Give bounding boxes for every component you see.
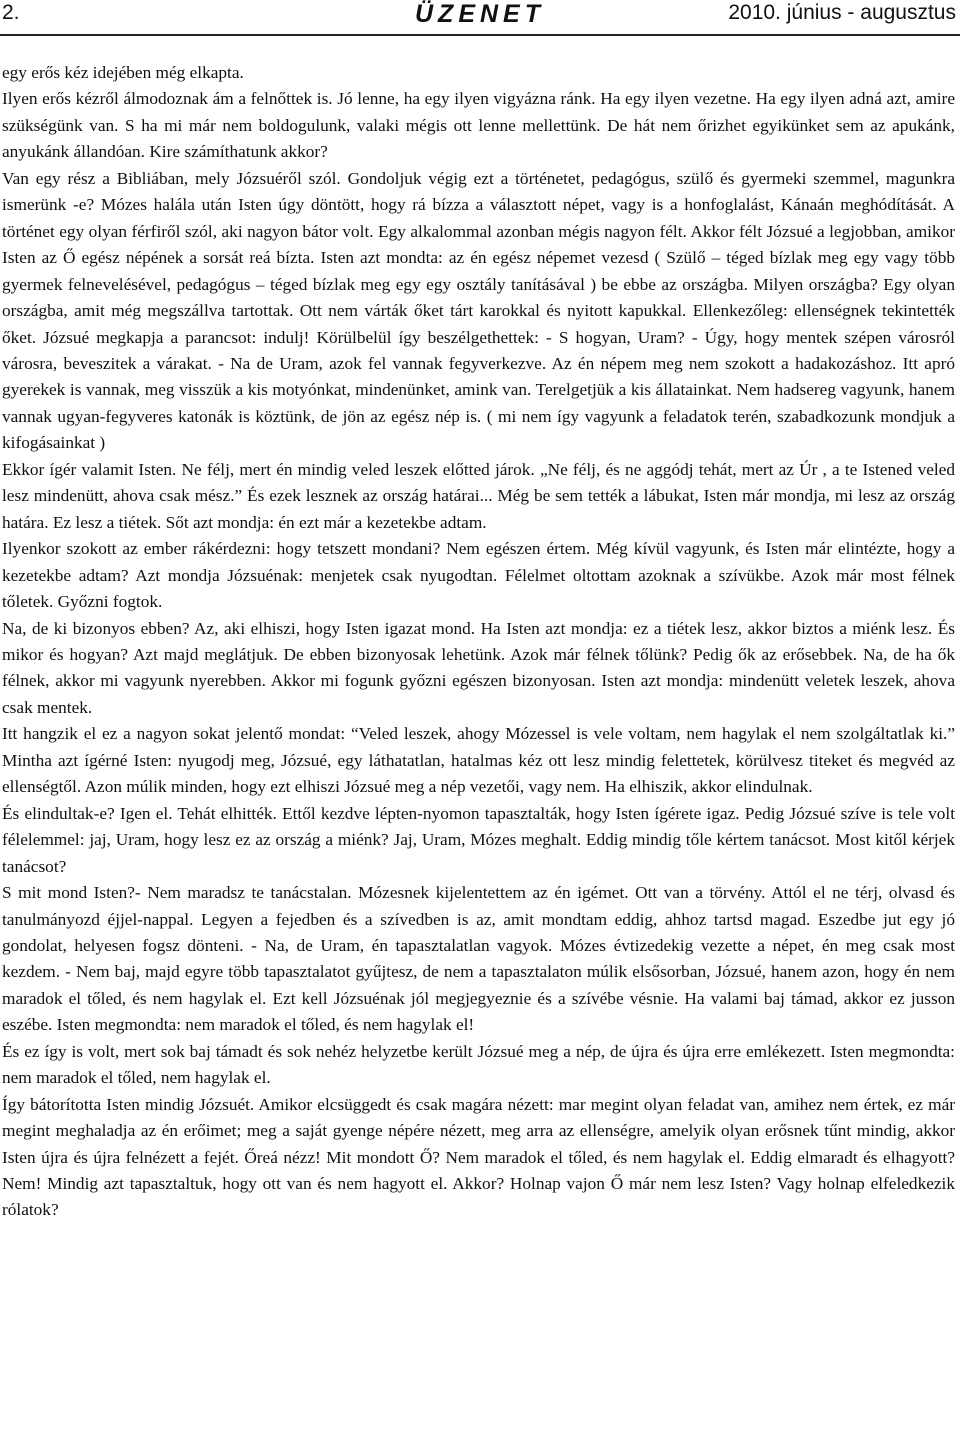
article-body (2, 60, 955, 1224)
paragraph: És ez így is volt, mert sok baj támadt és sok nehéz helyzetbe került Józsué meg a nép, de újra és újra erre emlékezett. Isten megmondta: nem maradok el tőled, nem hagylak el. (2, 1041, 955, 1088)
newsletter-title: ÜZENET (415, 0, 545, 28)
paragraph: egy erős kéz idejében még elkapta. (2, 63, 244, 82)
paragraph: És elindultak-e? Igen el. Tehát elhitték. Ettől kezdve lépten-nyomon tapasztalták, hogy Isten ígérete igaz. Pedig Józsué szíve is tele volt félelemmel: jaj, Uram, hogy lesz ez az ország a miénk? Jaj, Uram, Mózes meghalt. Eddig mindig tőle kértem tanácsot. Most kitől kérjek tanácsot? (2, 803, 955, 876)
paragraph: S mit mond Isten?- Nem maradsz te tanácstalan. Mózesnek kijelentettem az én igémet. Ott van a törvény. Attól el ne térj, olvasd és tanulmányozd éjjel-nappal. Legyen a fejedben és a szívedben is az, amit mondtam eddig, ahhoz tartsd magad. Eszedbe jut egy jó gondolat, helyesen fogsz dönteni. - Na, de Uram, én tapasztalatlan vagyok. Mózes évtizedekig vezette a népet, én meg csak most kezdem. - Nem baj, majd egyre több tapasztalatot gyűjtesz, de nem a tapasztalaton múlik elsősorban, Józsué, hanem azon, hogy én nem maradok el tőled, és nem hagylak el. Ezt kell Józsuénak jól megjegyeznie és a szívébe vésnie. Ha valami baj támad, akkor ez jusson eszébe. Isten megmondta: nem maradok el tőled, és nem hagylak el! (2, 883, 955, 1035)
paragraph: Na, de ki bizonyos ebben? Az, aki elhiszi, hogy Isten igazat mond. Ha Isten azt mondja: ez a tiétek lesz, akkor biztos a miénk lesz. És mikor és hogyan? Azt majd meglátjuk. De ebben bizonyosak lehetünk. Azok már félnek tőlünk? Pedig ők az erősebbek. Na, de ha ők félnek, akkor mi vagyunk nyerebben. Akkor mi fogunk győzni egészen bizonyosan. Isten azt mondja: mindenütt veletek leszek, ahova csak mentek. (2, 618, 955, 717)
paragraph: Ilyen erős kézről álmodoznak ám a felnőttek is. Jó lenne, ha egy ilyen vigyázna ránk. Ha egy ilyen vezetne. Ha egy ilyen adná azt, amire szükségünk van. S ha mi már nem boldogulunk, valaki mégis ott lenne mellettünk. De hát nem őrizhet egyikünket sem az apukánk, anyukánk állandóan. Kire számíthatunk akkor? (2, 89, 955, 162)
paragraph: Van egy rész a Bibliában, mely Józsuéről szól. Gondoljuk végig ezt a történetet, pedagógus, szülő és gyermeki szemmel, magunkra ismerünk -e? Mózes halála után Isten úgy döntött, hogy rá bízza a választott népet, vagy is a honfoglalást, Kánaán meghódítását. A történet egy olyan férfiről szól, aki nagyon bátor volt. Egy alkalommal azonban mégis nagyon félt. Akkor félt Józsué a legjobban, amikor Isten az Ő egész népének a sorsát reá bízta. Isten azt mondta: az én egész népemet vezesd ( Szülő – téged bízlak meg egy vagy több gyermek felnevelésével, pedagógus – téged bízlak meg egy egy osztály tanításával ) be ebbe az országba. Milyen országba? Egy olyan országba, amit még megszállva tartottak. Ott nem várták őket tárt karokkal és nyitott kapukkal. Ellenkezőleg: ellenségnek tekintették őket. Józsué megkapja a parancsot: indulj! Körülbelül így beszélgethettek: - S hogyan, Uram? - Úgy, hogy mentek szépen városról városra, beveszitek a várakat. - Na de Uram, azok fel vannak fegyverkezve. Az én népem meg nem szokott a hadakozáshoz. Itt apró gyerekek is vannak, meg visszük a kis motyónkat, mindenünket, amink van. Terelgetjük a kis állatainkat. Nem hadsereg vagyunk, hanem vannak ugyan-fegyveres katonák is köztünk, de jön az egész nép is. ( mi nem így vagyunk a feladatok terén, szabadkozunk mondjuk a kifogásainkat ) (2, 168, 955, 453)
paragraph: Ilyenkor szokott az ember rákérdezni: hogy tetszett mondani? Nem egészen értem. Még kívül vagyunk, és Isten már elintézte, hogy a kezetekbe adtam? Azt mondja Józsuénak: menjetek csak nyugodtan. Félelmet oltottam azoknak a szívükbe. Azok már most félnek tőletek. Győzni fogtok. (2, 539, 955, 612)
issue-date: 2010. június - augusztus (728, 1, 956, 24)
page-number: 2. (2, 1, 20, 24)
page-header (0, 0, 960, 36)
paragraph: Így bátorította Isten mindig Józsuét. Amikor elcsüggedt és csak magára nézett: mar megint olyan feladat van, amihez nem értek, ez már megint meghaladja az én erőimet; meg a saját gyenge népére nézett, meg arra az ellenségre, amelyik olyan erősnek tűnt mindig, akkor Isten újra és újra felnézett a fejét. Őreá nézz! Mit mondott Ő? Nem maradok el tőled, és nem hagylak el. Eddig elmaradt és elhagyott? Nem! Mindig azt tapasztaltuk, hogy ott van és nem hagyott el. Akkor? Holnap vajon Ő már nem lesz Isten? Vagy holnap elfeledkezik rólatok? (2, 1094, 955, 1220)
paragraph: Ekkor ígér valamit Isten. Ne félj, mert én mindig veled leszek előtted járok. „Ne félj, és ne aggódj tehát, mert az Úr , a te Istened veled lesz mindenütt, ahova csak mész.” És ezek lesznek az ország határai... Még be sem tették a lábukat, Isten már mondja, mi lesz az ország határa. Ez lesz a tiétek. Sőt azt mondja: én ezt már a kezetekbe adtam. (2, 459, 955, 532)
paragraph: Itt hangzik el ez a nagyon sokat jelentő mondat: “Veled leszek, ahogy Mózessel is vele voltam, nem hagylak el nem szolgáltatlak ki.” Mintha azt ígérné Isten: nyugodj meg, Józsué, egy láthatatlan, hatalmas kéz ott lesz mindig felettetek, körülvesz titeket és megvéd az ellenségtől. Azon múlik minden, hogy ezt elhiszi Józsué meg a nép vezetői, vagy nem. Ha elhiszik, akkor elindulnak. (2, 724, 955, 797)
